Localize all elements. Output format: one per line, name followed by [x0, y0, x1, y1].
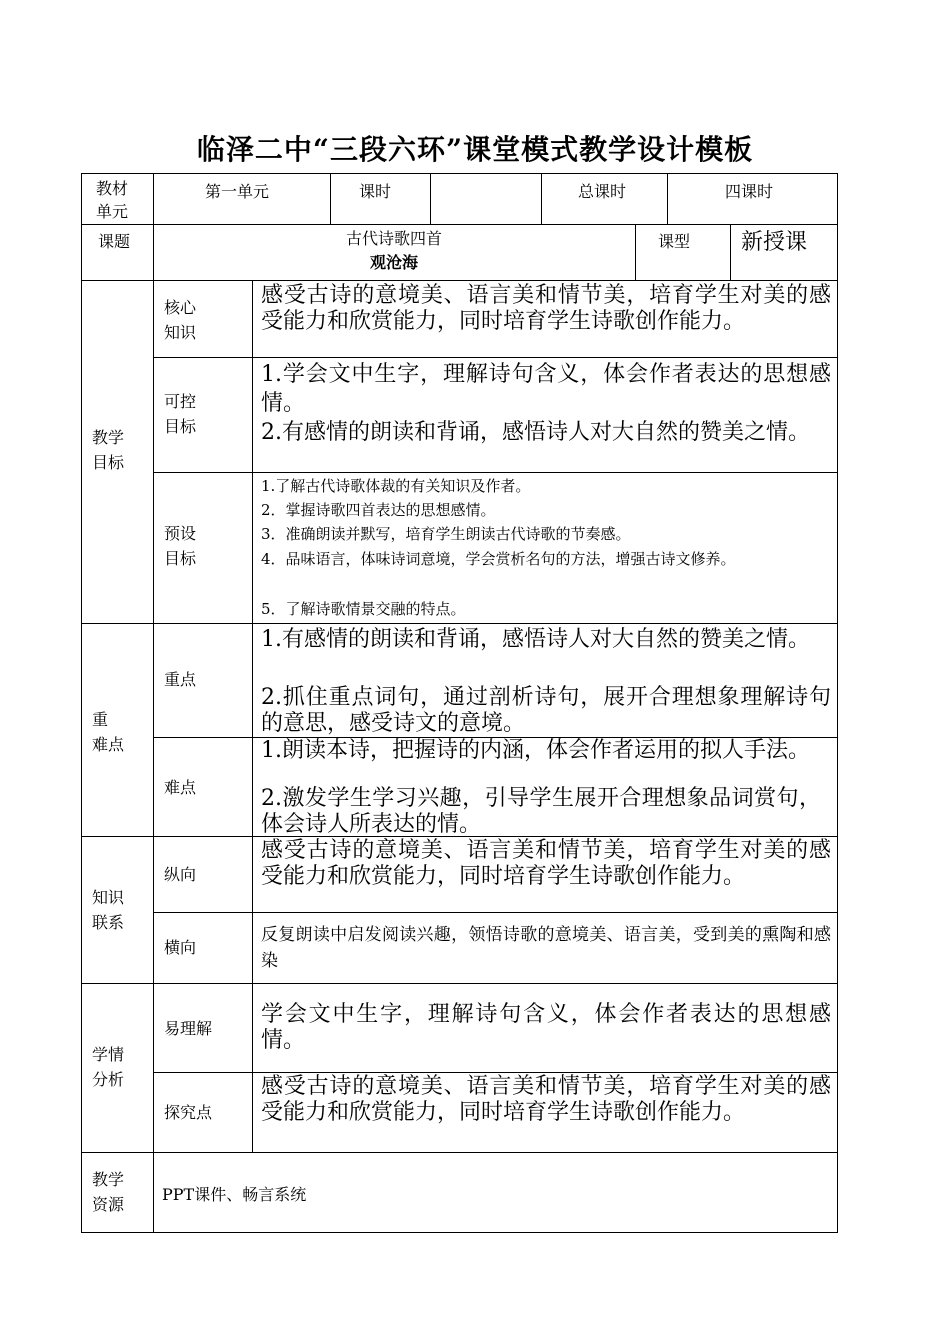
controllable-goal-item: 1.学会文中生字，理解诗句含义，体会作者表达的思想感情。 — [261, 362, 831, 416]
row-divider — [153, 912, 838, 913]
topic-label: 课题 — [98, 232, 131, 251]
preset-goal-item: 3．准确朗读并默写，培育学生朗读古代诗歌的节奏感。 — [261, 525, 631, 543]
total-period-label: 总课时 — [578, 182, 627, 201]
page-title: 临泽二中“三段六环”课堂模式教学设计模板 — [196, 133, 754, 166]
explore-point-text: 感受古诗的意境美、语言美和情节美，培育学生对美的感受能力和欣赏能力，同时培育学生诗歌创作能力。 — [261, 1074, 831, 1126]
key-point-item: 2.抓住重点词句，通过剖析诗句，展开合理想象理解诗句的意思，感受诗文的意境。 — [261, 685, 831, 737]
teaching-resources-label: 教学资源 — [92, 1170, 125, 1214]
preset-goal-item: 1.了解古代诗歌体裁的有关知识及作者。 — [261, 477, 531, 495]
col-divider — [153, 173, 154, 1232]
lesson-type-value: 新授课 — [741, 230, 808, 255]
row-divider — [153, 357, 838, 358]
vertical-link-label: 纵向 — [164, 865, 197, 884]
table-border-left — [81, 173, 82, 1232]
learning-analysis-label: 学情分析 — [92, 1045, 125, 1089]
vertical-link-text: 感受古诗的意境美、语言美和情节美，培育学生对美的感受能力和欣赏能力，同时培育学生诗歌创作能力。 — [261, 838, 831, 890]
topic-title: 古代诗歌四首 — [345, 229, 442, 248]
row-divider — [81, 224, 838, 225]
table-border-right — [837, 173, 838, 1232]
col-divider — [541, 173, 542, 224]
easy-understand-label: 易理解 — [164, 1019, 213, 1038]
key-point-item: 1.有感情的朗读和背诵，感悟诗人对大自然的赞美之情。 — [261, 627, 810, 652]
preset-goal-item: 4．品味语言，体味诗词意境，学会赏析名句的方法，增强古诗文修养。 — [261, 550, 736, 568]
teaching-resources-text: PPT课件、畅言系统 — [162, 1185, 307, 1204]
controllable-goals-label: 可控目标 — [164, 392, 197, 436]
controllable-goal-item: 2.有感情的朗读和背诵，感悟诗人对大自然的赞美之情。 — [261, 420, 810, 445]
row-divider — [81, 1152, 838, 1153]
row-divider — [153, 1072, 838, 1073]
table-border-top — [81, 173, 838, 174]
core-knowledge-label: 核心知识 — [164, 298, 197, 342]
period-label: 课时 — [359, 182, 392, 201]
total-period-value: 四课时 — [725, 182, 774, 201]
col-divider — [730, 224, 731, 280]
col-divider — [635, 224, 636, 280]
preset-goal-item: 5．了解诗歌情景交融的特点。 — [261, 600, 466, 618]
col-divider — [430, 173, 431, 224]
key-point-label: 重点 — [164, 670, 197, 689]
row-divider — [81, 983, 838, 984]
preset-goals-label: 预设目标 — [164, 524, 197, 568]
horizontal-link-text: 反复朗读中启发阅读兴趣，领悟诗歌的意境美、语言美，受到美的熏陶和感染 — [261, 925, 831, 972]
difficult-point-item: 1.朗读本诗，把握诗的内涵，体会作者运用的拟人手法。 — [261, 738, 810, 763]
col-divider — [252, 280, 253, 1152]
explore-point-label: 探究点 — [164, 1103, 213, 1122]
col-divider — [667, 173, 668, 224]
key-difficult-label: 重 难点 — [92, 710, 125, 754]
lesson-type-label: 课型 — [658, 232, 691, 251]
difficult-point-label: 难点 — [164, 778, 197, 797]
teaching-goals-label: 教学目标 — [92, 428, 125, 472]
preset-goal-item: 2．掌握诗歌四首表达的思想感情。 — [261, 501, 496, 519]
table-border-bottom — [81, 1232, 838, 1233]
easy-understand-text: 学会文中生字，理解诗句含义，体会作者表达的思想感情。 — [261, 1002, 831, 1054]
unit-value: 第一单元 — [205, 182, 270, 201]
topic-subtitle: 观沧海 — [369, 253, 418, 272]
unit-label: 教材单元 — [96, 179, 129, 222]
knowledge-link-label: 知识联系 — [92, 888, 125, 932]
row-divider — [81, 623, 838, 624]
row-divider — [81, 280, 838, 281]
horizontal-link-label: 横向 — [164, 938, 197, 957]
row-divider — [153, 472, 838, 473]
difficult-point-item: 2.激发学生学习兴趣，引导学生展开合理想象品词赏句，体会诗人所表达的情。 — [261, 786, 821, 838]
core-knowledge-text: 感受古诗的意境美、语言美和情节美，培育学生对美的感受能力和欣赏能力，同时培育学生诗歌创作能力。 — [261, 283, 831, 335]
col-divider — [330, 173, 331, 224]
